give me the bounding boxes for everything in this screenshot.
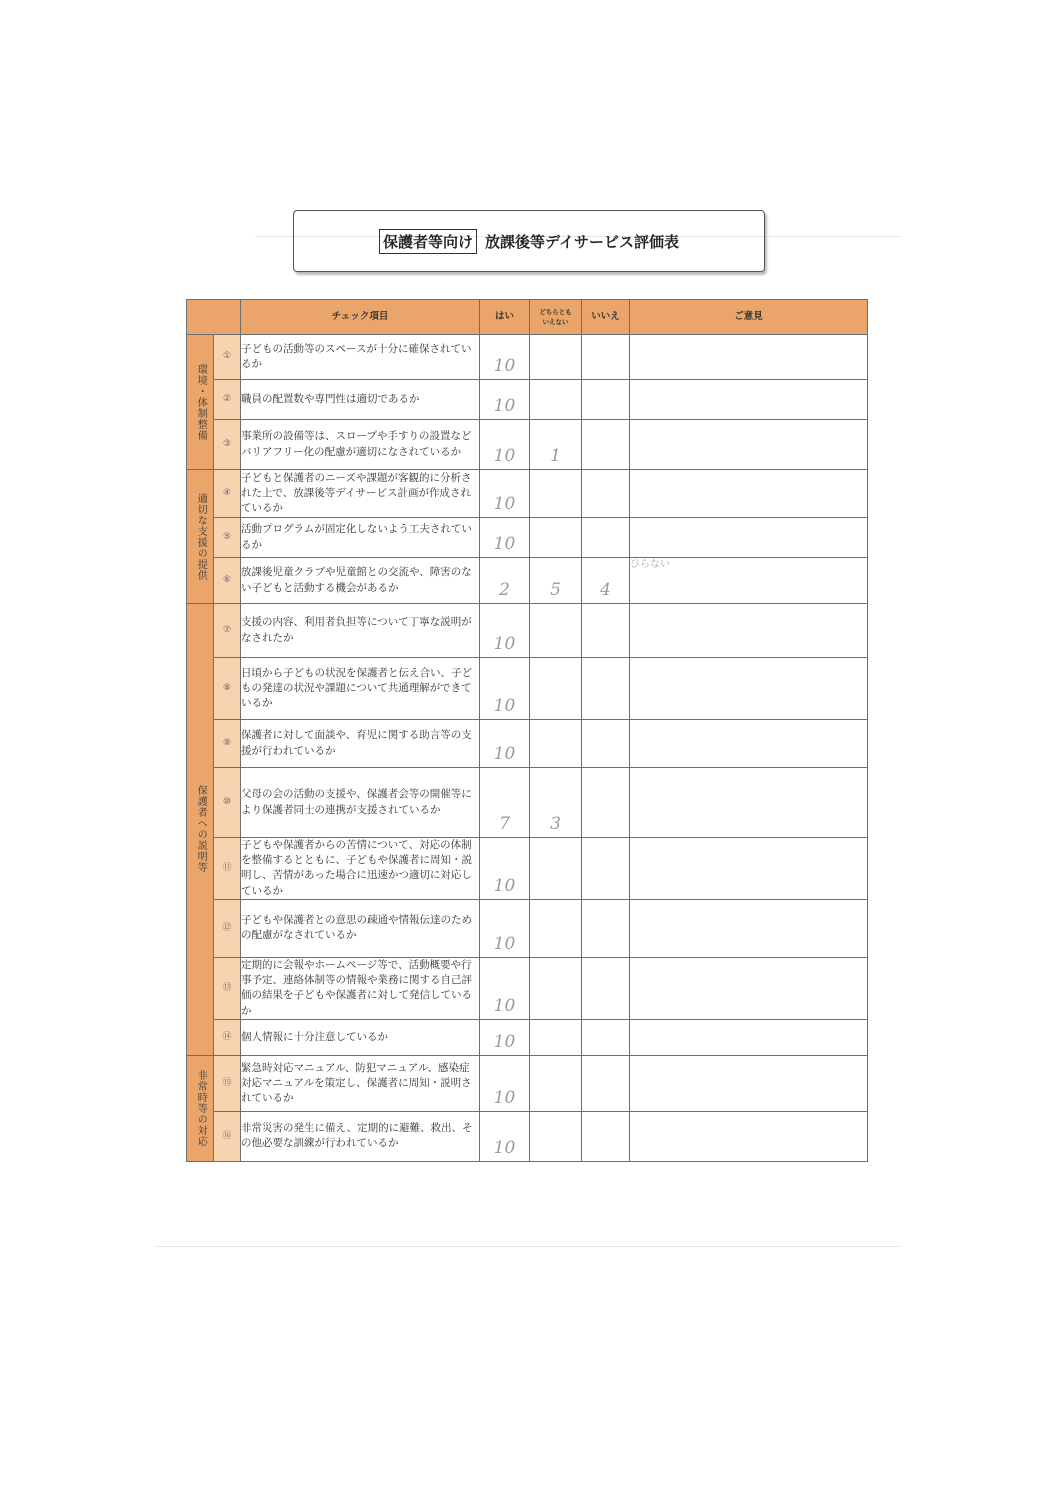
item-number: ④: [214, 470, 241, 518]
no-count: [582, 470, 630, 518]
header-blank: [187, 300, 241, 335]
no-count: [582, 518, 630, 558]
opinion-cell: [630, 1055, 868, 1111]
neither-count: 3: [530, 768, 582, 838]
no-count: [582, 1019, 630, 1055]
check-item-text: 子どもや保護者との意思の疎通や情報伝達のための配慮がなされているか: [241, 899, 480, 957]
yes-count: 10: [480, 1111, 530, 1161]
yes-count: 10: [480, 604, 530, 658]
neither-count: [530, 1019, 582, 1055]
neither-count: [530, 838, 582, 900]
no-count: [582, 420, 630, 470]
category-label: 非常時等の対応: [187, 1055, 214, 1161]
neither-count: [530, 335, 582, 380]
header-neither-line2: いえない: [542, 318, 569, 326]
item-number: ⑭: [214, 1019, 241, 1055]
yes-count: 10: [480, 957, 530, 1019]
no-count: [582, 658, 630, 720]
table-row: [187, 335, 868, 380]
neither-count: [530, 957, 582, 1019]
neither-count: [530, 470, 582, 518]
check-item-text: 日頃から子どもの状況を保護者と伝え合い、子どもの発達の状況や課題について共通理解ができているか: [241, 658, 480, 720]
neither-count: 5: [530, 558, 582, 604]
no-count: [582, 720, 630, 768]
no-count: [582, 604, 630, 658]
table-row: [187, 420, 868, 470]
table-row: [187, 470, 868, 518]
table-row: [187, 899, 868, 957]
yes-count: 10: [480, 335, 530, 380]
check-item-text: 個人情報に十分注意しているか: [241, 1019, 480, 1055]
yes-count: 10: [480, 470, 530, 518]
check-item-text: 職員の配置数や専門性は適切であるか: [241, 380, 480, 420]
item-number: ⑬: [214, 957, 241, 1019]
category-label: 適切な支援の提供: [187, 470, 214, 604]
category-label: 保護者への説明等: [187, 604, 214, 1056]
header-neither: [530, 300, 582, 335]
check-item-text: 支援の内容、利用者負担等について丁寧な説明がなされたか: [241, 604, 480, 658]
neither-count: [530, 380, 582, 420]
no-count: [582, 1055, 630, 1111]
item-number: ③: [214, 420, 241, 470]
opinion-cell: [630, 838, 868, 900]
no-count: [582, 1111, 630, 1161]
table-row: [187, 1019, 868, 1055]
table-row: [187, 1111, 868, 1161]
item-number: ⑫: [214, 899, 241, 957]
header-no: いいえ: [582, 300, 630, 335]
yes-count: 10: [480, 420, 530, 470]
check-item-text: 緊急時対応マニュアル、防犯マニュアル、感染症対応マニュアルを策定し、保護者に周知・説明されているか: [241, 1055, 480, 1111]
opinion-cell: [630, 957, 868, 1019]
table-row: [187, 518, 868, 558]
check-item-text: 事業所の設備等は、スロープや手すりの設置などバリアフリー化の配慮が適切になされているか: [241, 420, 480, 470]
no-count: [582, 899, 630, 957]
header-yes: はい: [480, 300, 530, 335]
yes-count: 10: [480, 899, 530, 957]
neither-count: [530, 518, 582, 558]
neither-count: [530, 720, 582, 768]
table-row: [187, 838, 868, 900]
table-body: [187, 335, 868, 1162]
check-item-text: 放課後児童クラブや児童館との交流や、障害のない子どもと活動する機会があるか: [241, 558, 480, 604]
neither-count: [530, 604, 582, 658]
item-number: ⑯: [214, 1111, 241, 1161]
opinion-cell: [630, 470, 868, 518]
item-number: ⑥: [214, 558, 241, 604]
category-label: 環境・体制整備: [187, 335, 214, 470]
neither-count: [530, 1055, 582, 1111]
yes-count: 10: [480, 1055, 530, 1111]
item-number: ①: [214, 335, 241, 380]
neither-count: [530, 658, 582, 720]
opinion-cell: [630, 1111, 868, 1161]
yes-count: 2: [480, 558, 530, 604]
table-row: [187, 558, 868, 604]
no-count: [582, 380, 630, 420]
table-row: [187, 380, 868, 420]
table-header-row: [187, 300, 868, 335]
check-item-text: 子どもや保護者からの苦情について、対応の体制を整備するとともに、子どもや保護者に周知・説明し、苦情があった場合に迅速かつ適切に対応しているか: [241, 838, 480, 900]
table-row: [187, 768, 868, 838]
no-count: [582, 838, 630, 900]
audience-tag: 保護者等向け: [379, 229, 477, 254]
opinion-cell: ひらない: [630, 558, 868, 604]
table-row: [187, 1055, 868, 1111]
opinion-cell: [630, 380, 868, 420]
opinion-cell: [630, 720, 868, 768]
header-neither-line1: どちらとも: [539, 307, 572, 316]
form-title: [293, 210, 765, 272]
item-number: ⑩: [214, 768, 241, 838]
yes-count: 10: [480, 720, 530, 768]
no-count: [582, 335, 630, 380]
opinion-cell: [630, 604, 868, 658]
opinion-cell: [630, 420, 868, 470]
check-item-text: 非常災害の発生に備え、定期的に避難、救出、その他必要な訓練が行われているか: [241, 1111, 480, 1161]
yes-count: 10: [480, 658, 530, 720]
item-number: ②: [214, 380, 241, 420]
check-item-text: 父母の会の活動の支援や、保護者会等の開催等により保護者同士の連携が支援されているか: [241, 768, 480, 838]
check-item-text: 子どもと保護者のニーズや課題が客観的に分析された上で、放課後等デイサービス計画が作成されているか: [241, 470, 480, 518]
table-row: [187, 957, 868, 1019]
no-count: [582, 957, 630, 1019]
header-check-item: チェック項目: [241, 300, 480, 335]
header-opinion: ご意見: [630, 300, 868, 335]
yes-count: 10: [480, 380, 530, 420]
form-title-text: 放課後等デイサービス評価表: [485, 232, 679, 251]
neither-count: [530, 899, 582, 957]
item-number: ⑪: [214, 838, 241, 900]
table-row: [187, 658, 868, 720]
check-item-text: 保護者に対して面談や、育児に関する助言等の支援が行われているか: [241, 720, 480, 768]
opinion-cell: [630, 518, 868, 558]
yes-count: 10: [480, 838, 530, 900]
opinion-cell: [630, 768, 868, 838]
opinion-cell: [630, 1019, 868, 1055]
neither-count: 1: [530, 420, 582, 470]
table-row: [187, 604, 868, 658]
bottom-divider: [155, 1246, 900, 1247]
yes-count: 10: [480, 518, 530, 558]
yes-count: 7: [480, 768, 530, 838]
no-count: [582, 768, 630, 838]
item-number: ⑮: [214, 1055, 241, 1111]
item-number: ⑨: [214, 720, 241, 768]
item-number: ⑤: [214, 518, 241, 558]
table-row: [187, 720, 868, 768]
item-number: ⑦: [214, 604, 241, 658]
evaluation-table: [186, 299, 868, 1162]
check-item-text: 活動プログラムが固定化しないよう工夫されているか: [241, 518, 480, 558]
opinion-cell: [630, 335, 868, 380]
item-number: ⑧: [214, 658, 241, 720]
check-item-text: 子どもの活動等のスペースが十分に確保されているか: [241, 335, 480, 380]
no-count: 4: [582, 558, 630, 604]
yes-count: 10: [480, 1019, 530, 1055]
opinion-cell: [630, 658, 868, 720]
check-item-text: 定期的に会報やホームページ等で、活動概要や行事予定、連絡体制等の情報や業務に関する自己評価の結果を子どもや保護者に対して発信しているか: [241, 957, 480, 1019]
neither-count: [530, 1111, 582, 1161]
opinion-cell: [630, 899, 868, 957]
